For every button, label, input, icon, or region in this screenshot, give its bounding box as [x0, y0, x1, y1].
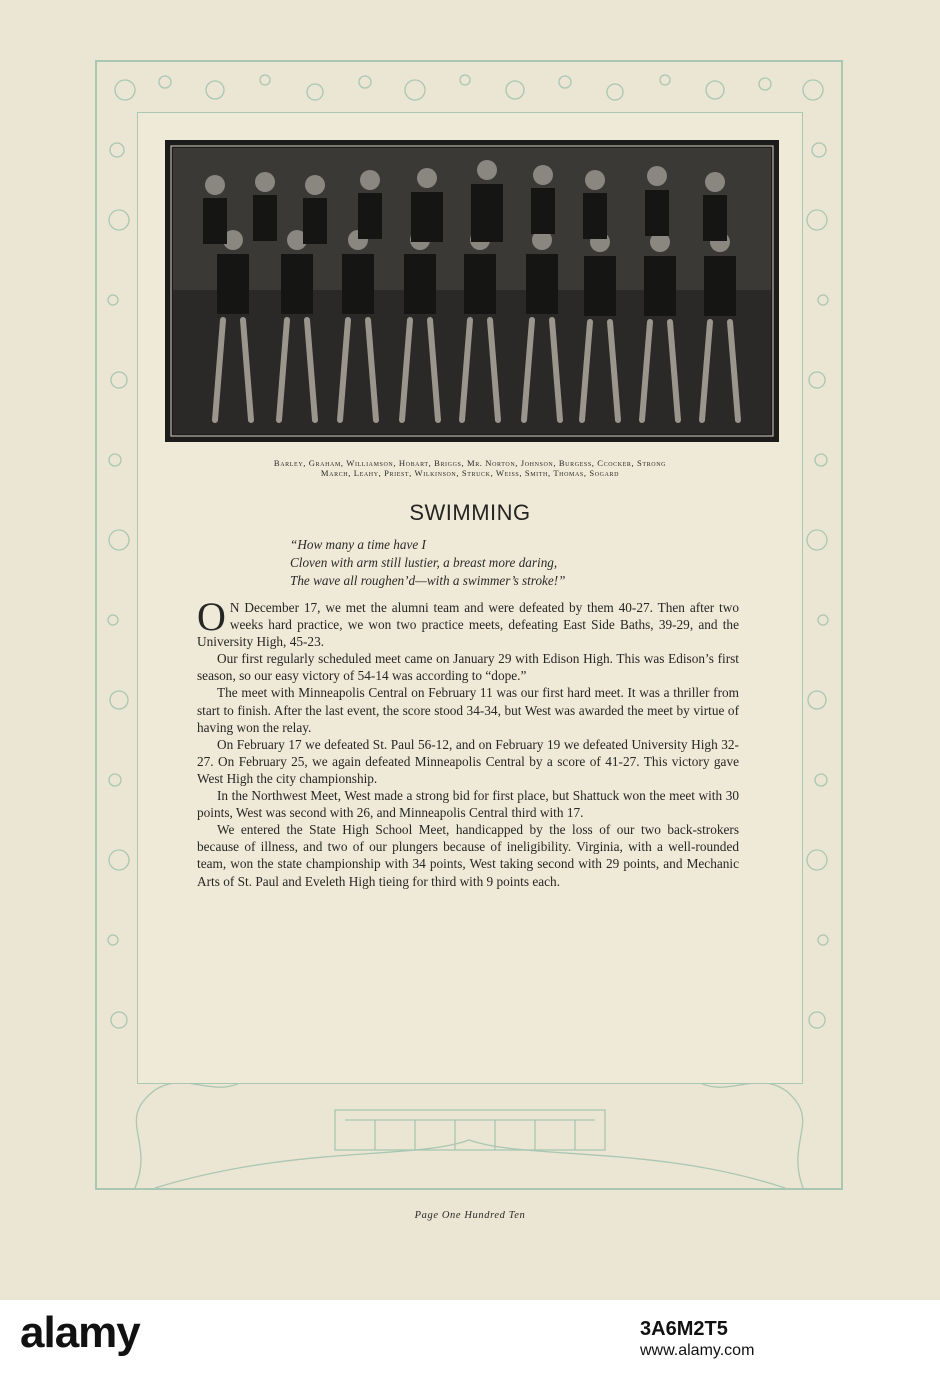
stock-logo: alamy — [20, 1308, 140, 1357]
article-body — [197, 594, 739, 890]
paragraph: The meet with Minneapolis Central on February 11 was our first hard meet. It was a thriller from start to finish. After the last event, the score stood 34-34, but West was awarded the meet by virtue of having won the relay. — [197, 685, 739, 735]
photo-caption — [160, 458, 780, 478]
stock-site: www.alamy.com — [640, 1342, 755, 1359]
poem-line: Cloven with arm still lustier, a breast more daring, — [290, 555, 558, 570]
paragraph-text: N December 17, we met the alumni team and were defeated by them 40-27. Then after two weeks hard practice, we won two practice meets, defeating East Side Baths, 39-29, and the University High, 45-23. — [197, 600, 739, 650]
paragraph: On February 17 we defeated St. Paul 56-12, and on February 19 we defeated University High 32-27. On February 25, we again defeated Minneapolis Central by a score of 41-27. This victory gave West High the city championship. — [197, 736, 739, 786]
paragraph — [197, 594, 739, 650]
team-photo-icon — [165, 140, 779, 442]
paragraph: In the Northwest Meet, West made a strong bid for first place, but Shattuck won the meet with 30 points, West was second with 26, and Minneapolis Central third with 17. — [197, 788, 739, 821]
epigraph-poem — [290, 536, 710, 590]
caption-line-1: Barley, Graham, Williamson, Hobart, Briggs, Mr. Norton, Johnson, Burgess, Ccocker, Strong — [273, 458, 667, 468]
caption-line-2: March, Leahy, Priest, Wilkinson, Struck, Weiss, Smith, Thomas, Sogard — [320, 468, 620, 478]
stock-image-id: 3A6M2T5 — [640, 1318, 728, 1340]
paragraph: Our first regularly scheduled meet came on January 29 with Edison High. This was Edison’s first season, so our easy victory of 54-14 was according to “dope.” — [197, 651, 739, 684]
drop-cap: O — [197, 594, 226, 639]
poem-line: The wave all roughen’d—with a swimmer’s stroke!” — [290, 573, 566, 588]
stock-info — [640, 1318, 910, 1362]
paragraph: We entered the State High School Meet, handicapped by the loss of our two back-strokers because of illness, and two of our plungers because of ineligibility. Virginia, with a well-rounded team, won the state championship with 34 points, West taking second with 29 points, and Mechanic Arts of St. Paul and Eveleth High tieing for third with 9 points each. — [197, 822, 739, 889]
poem-line: “How many a time have I — [290, 537, 426, 552]
page-number: Page One Hundred Ten — [414, 1210, 526, 1221]
article-title: SWIMMING — [409, 500, 531, 525]
